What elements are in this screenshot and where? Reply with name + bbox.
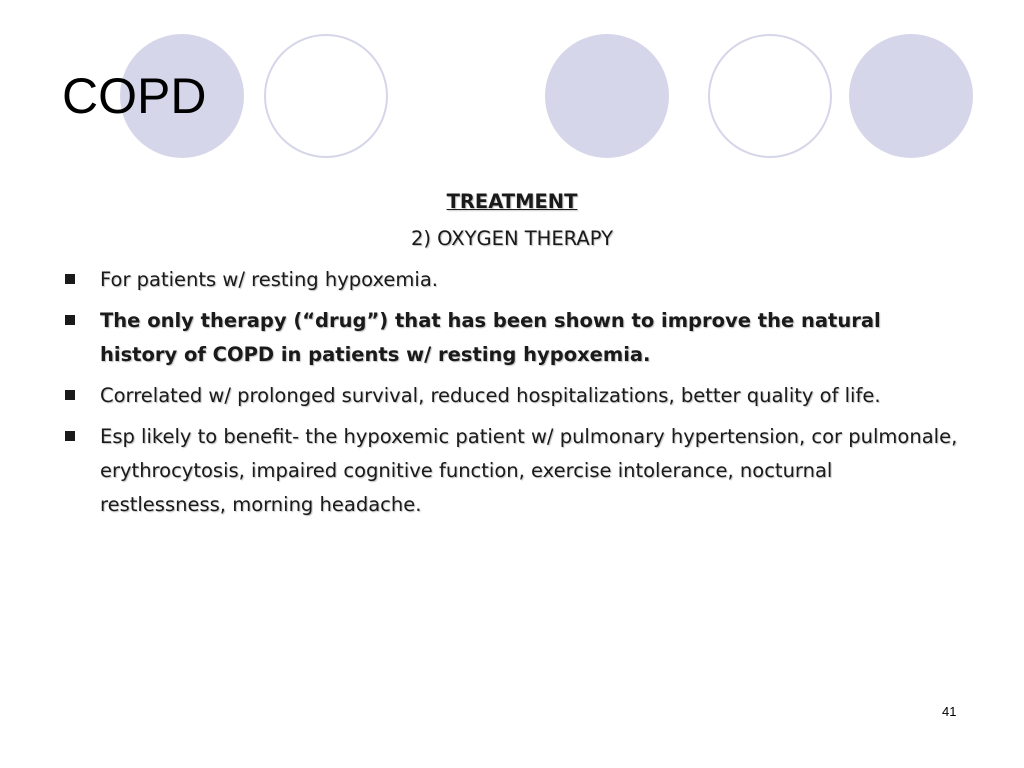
bullet-item (62, 304, 962, 372)
bullet-text: Esp likely to benefit- the hypoxemic patient w/ pulmonary hypertension, cor pulmonale, erythrocytosis, impaired cognitive function, exercise intolerance, nocturnal restlessness, morning headache. (100, 425, 958, 516)
section-subheading: 2) OXYGEN THERAPY (410, 227, 614, 250)
bullet-item (62, 379, 962, 413)
bullet-item (62, 420, 962, 522)
square-bullet-icon (65, 390, 75, 400)
bullet-text: For patients w/ resting hypoxemia. (100, 268, 438, 291)
section-heading: TREATMENT (446, 190, 578, 213)
decorative-circle-outline (708, 34, 832, 158)
bullet-item (62, 263, 962, 297)
decorative-circle-filled (545, 34, 669, 158)
square-bullet-icon (65, 315, 75, 325)
bullet-text: Correlated w/ prolonged survival, reduced hospitalizations, better quality of life. (100, 384, 881, 407)
bullet-list (62, 263, 962, 522)
decorative-circle-filled (849, 34, 973, 158)
decorative-circle-outline (264, 34, 388, 158)
bullet-text: The only therapy (“drug”) that has been shown to improve the natural history of COPD in patients w/ resting hypoxemia. (100, 309, 881, 366)
page-number: 41 (942, 704, 957, 719)
square-bullet-icon (65, 431, 75, 441)
square-bullet-icon (65, 274, 75, 284)
slide-body (62, 185, 962, 529)
slide-title: COPD (62, 68, 207, 124)
